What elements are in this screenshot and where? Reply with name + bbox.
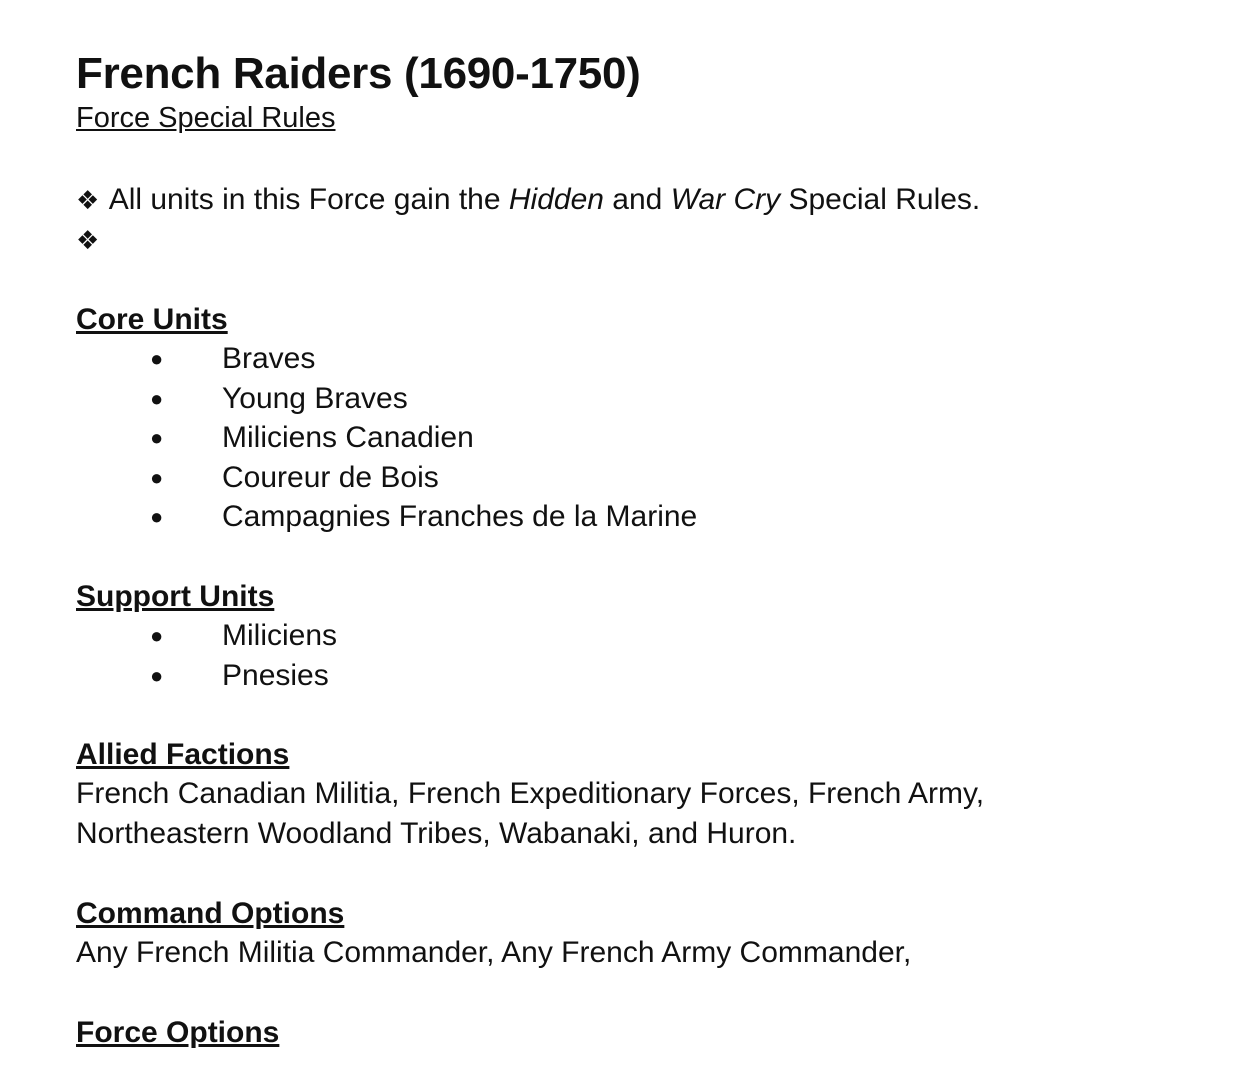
list-item xyxy=(76,339,1242,379)
special-rule-item xyxy=(76,180,1242,220)
diamond-bullet-icon: ❖ xyxy=(76,185,100,215)
allied-factions-line-2: Northeastern Woodland Tribes, Wabanaki, and Huron. xyxy=(76,817,797,851)
unit-name: Miliciens Canadien xyxy=(222,421,474,455)
force-special-rules-subtitle: Force Special Rules xyxy=(76,102,336,134)
list-item xyxy=(76,497,1242,537)
unit-name: Braves xyxy=(222,342,316,375)
force-options-heading: Force Options xyxy=(76,1016,280,1050)
rule-text-middle: and xyxy=(603,183,671,216)
support-units-list xyxy=(76,616,1242,695)
rule-hidden-keyword: Hidden xyxy=(508,183,604,216)
bullet-icon: ● xyxy=(150,385,164,411)
unit-name: Coureur de Bois xyxy=(222,460,439,494)
bullet-icon: ● xyxy=(150,464,164,490)
rule-text-suffix: Special Rules. xyxy=(780,183,981,216)
rule-text-prefix: All units in this Force gain the xyxy=(108,183,509,216)
command-options-text: Any French Militia Commander, Any French Army Commander, xyxy=(76,936,912,970)
bullet-icon: ● xyxy=(150,504,164,530)
list-item xyxy=(76,379,1242,419)
bullet-icon: ● xyxy=(150,346,164,371)
bullet-icon: ● xyxy=(150,622,164,648)
force-options-section xyxy=(76,1013,1242,1052)
allied-factions-section xyxy=(76,735,1242,854)
core-units-section xyxy=(76,300,1242,537)
special-rule-empty-item xyxy=(76,220,1242,260)
unit-name: Campagnies Franches de la Marine xyxy=(222,500,698,534)
command-options-heading: Command Options xyxy=(76,897,345,931)
list-item xyxy=(76,616,1242,656)
allied-factions-line-1: French Canadian Militia, French Expeditionary Forces, French Army, xyxy=(76,777,985,811)
bullet-icon: ● xyxy=(150,662,164,688)
unit-name: Young Braves xyxy=(222,381,408,415)
bullet-icon: ● xyxy=(150,425,164,451)
command-options-section xyxy=(76,894,1242,973)
core-units-list xyxy=(76,339,1242,537)
allied-factions-heading: Allied Factions xyxy=(76,738,290,772)
list-item xyxy=(76,418,1242,458)
support-units-heading: Support Units xyxy=(76,579,275,613)
list-item xyxy=(76,458,1242,498)
rule-war-cry-keyword: War Cry xyxy=(670,183,781,216)
diamond-bullet-icon: ❖ xyxy=(76,225,100,255)
list-item xyxy=(76,656,1242,696)
special-rules-list xyxy=(76,180,1242,260)
core-units-heading: Core Units xyxy=(76,303,228,336)
unit-name: Miliciens xyxy=(222,618,338,652)
support-units-section xyxy=(76,577,1242,695)
unit-name: Pnesies xyxy=(222,658,329,692)
page-title: French Raiders (1690-1750) xyxy=(76,49,641,98)
